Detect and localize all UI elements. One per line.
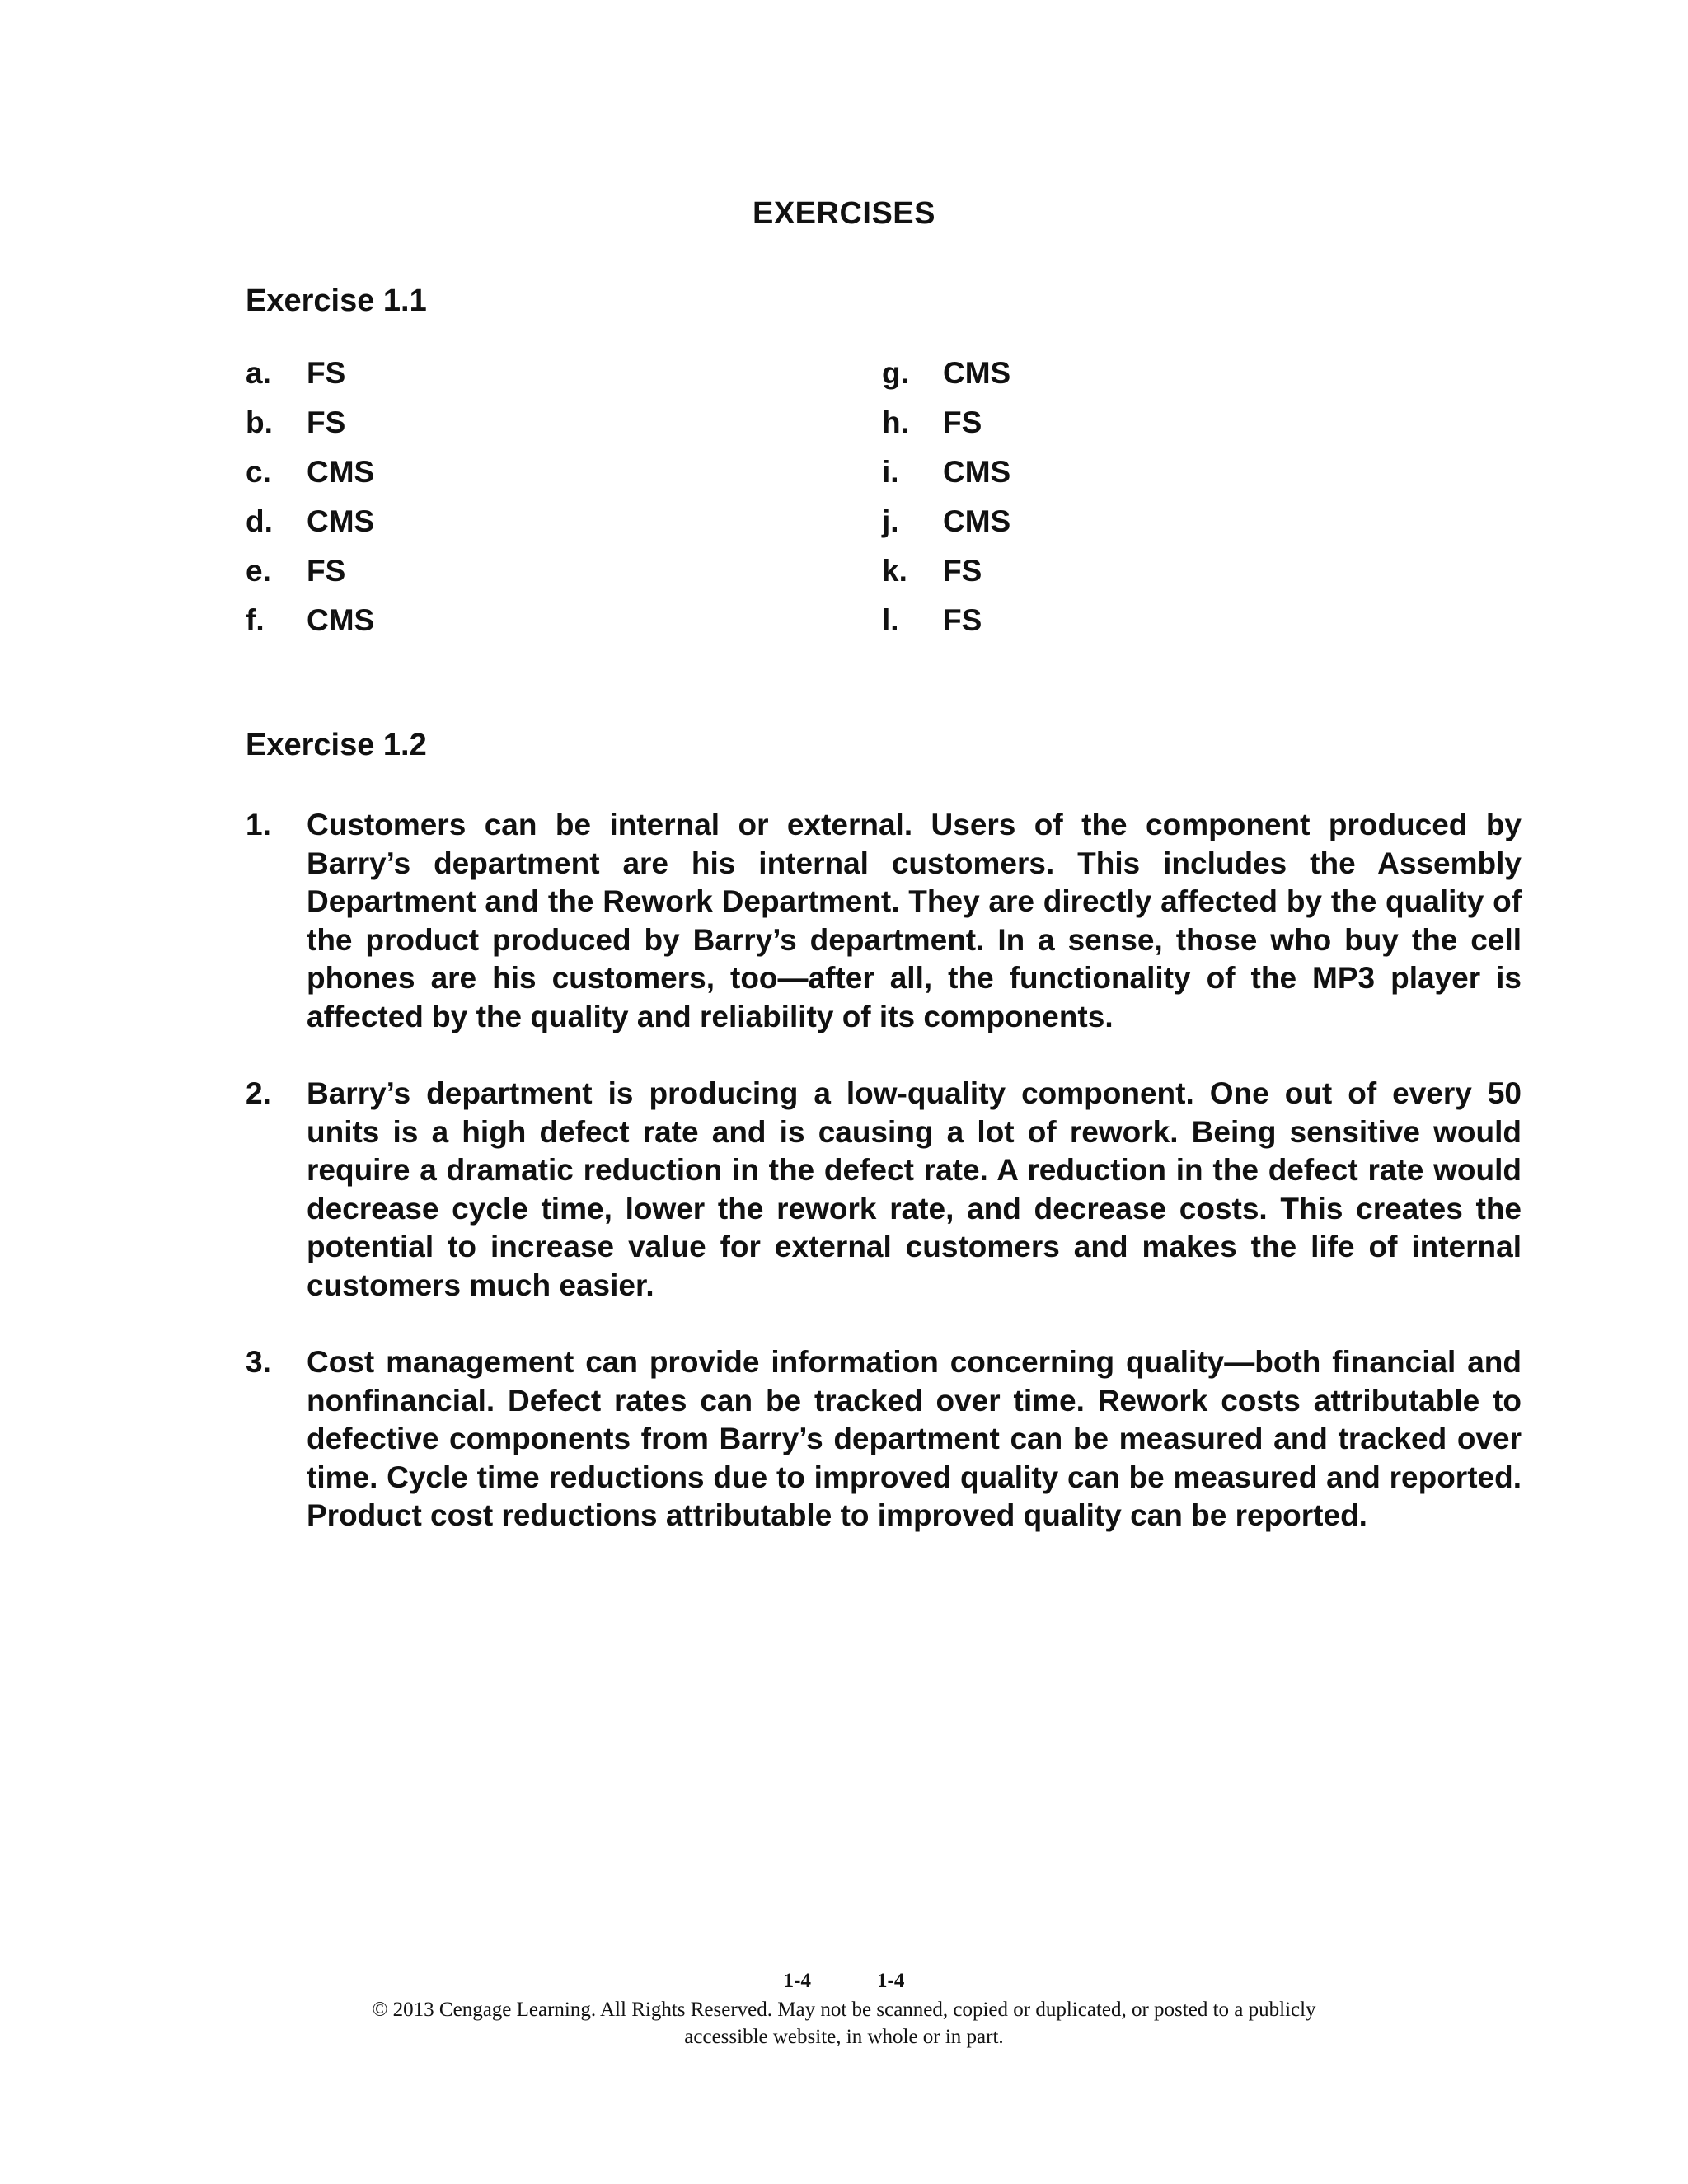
answer-row	[882, 455, 1010, 504]
answer-letter: g.	[882, 356, 909, 390]
answer-value: FS	[943, 405, 982, 439]
answer-value: CMS	[943, 356, 1011, 390]
answer-letter: h.	[882, 405, 909, 439]
answer-row	[882, 356, 1010, 405]
answer-value: CMS	[307, 603, 375, 637]
answer-row	[246, 356, 374, 405]
answer-row	[882, 554, 1010, 603]
copyright-line-2: accessible website, in whole or in part.	[684, 2026, 1004, 2048]
exercise-1-2-answers	[246, 806, 1522, 1574]
answer-value: FS	[943, 603, 982, 637]
answer-row	[882, 405, 1010, 455]
page-title: EXERCISES	[752, 196, 936, 231]
answer-value: FS	[307, 554, 346, 588]
answers-right-column	[882, 356, 1010, 653]
page-number	[0, 1970, 1688, 1993]
page-number-b: 1-4	[877, 1970, 905, 1992]
answer-row	[882, 603, 1010, 653]
answer-letter: c.	[246, 455, 271, 489]
answers-left-column	[246, 356, 374, 653]
answer-letter: k.	[882, 554, 907, 588]
answer-row	[246, 603, 374, 653]
answer-value: CMS	[307, 504, 375, 538]
answer-value: FS	[307, 405, 346, 439]
item-number: 2.	[246, 1076, 271, 1110]
page-footer	[0, 1970, 1688, 2050]
answer-value: CMS	[307, 455, 375, 489]
answer-letter: e.	[246, 554, 271, 588]
answer-letter: j.	[882, 504, 899, 538]
answer-letter: d.	[246, 504, 273, 538]
answer-letter: i.	[882, 455, 899, 489]
item-number: 3.	[246, 1345, 271, 1379]
answer-value: CMS	[943, 504, 1011, 538]
answer-letter: a.	[246, 356, 271, 390]
answer-row	[246, 455, 374, 504]
exercise-1-1-heading: Exercise 1.1	[246, 284, 427, 318]
item-text: Customers can be internal or external. Users of the component produced by Barry’s department are his internal customers. This includes the Assembly Department and the Rework Department. They are directly affected by the quality of the product produced by Barry’s department. In a sense, those who buy the cell phones are his customers, too—after all, the functionality of the MP3 player is affected by the quality and reliability of its components.	[307, 808, 1522, 1033]
page-number-a: 1-4	[783, 1970, 811, 1992]
answer-letter: l.	[882, 603, 899, 637]
answer-value: FS	[307, 356, 346, 390]
list-item	[246, 1343, 1522, 1535]
exercise-1-2-heading: Exercise 1.2	[246, 728, 427, 762]
item-number: 1.	[246, 808, 271, 841]
list-item	[246, 806, 1522, 1036]
answer-row	[246, 405, 374, 455]
answer-value: CMS	[943, 455, 1011, 489]
answer-row	[246, 554, 374, 603]
item-text: Barry’s department is producing a low-quality component. One out of every 50 units is a high defect rate and is causing a lot of rework. Being sensitive would require a dramatic reduction in the defect rate. A reduction in the defect rate would decrease cycle time, lower the rework rate, and decrease costs. This creates the potential to increase value for external customers and makes the life of internal customers much easier.	[307, 1076, 1522, 1302]
answer-letter: f.	[246, 603, 265, 637]
copyright-line-1: © 2013 Cengage Learning. All Rights Reserved. May not be scanned, copied or duplicated, or posted to a publicly	[372, 1999, 1316, 2021]
answer-row	[882, 504, 1010, 554]
answer-letter: b.	[246, 405, 273, 439]
answer-value: FS	[943, 554, 982, 588]
item-text: Cost management can provide information concerning quality—both financial and nonfinancial. Defect rates can be tracked over time. Rework costs attributable to defective components from Barry’s department can be measured and tracked over time. Cycle time reductions due to improved quality can be measured and reported. Product cost reductions attributable to improved quality can be reported.	[307, 1345, 1522, 1532]
list-item	[246, 1075, 1522, 1305]
answer-row	[246, 504, 374, 554]
